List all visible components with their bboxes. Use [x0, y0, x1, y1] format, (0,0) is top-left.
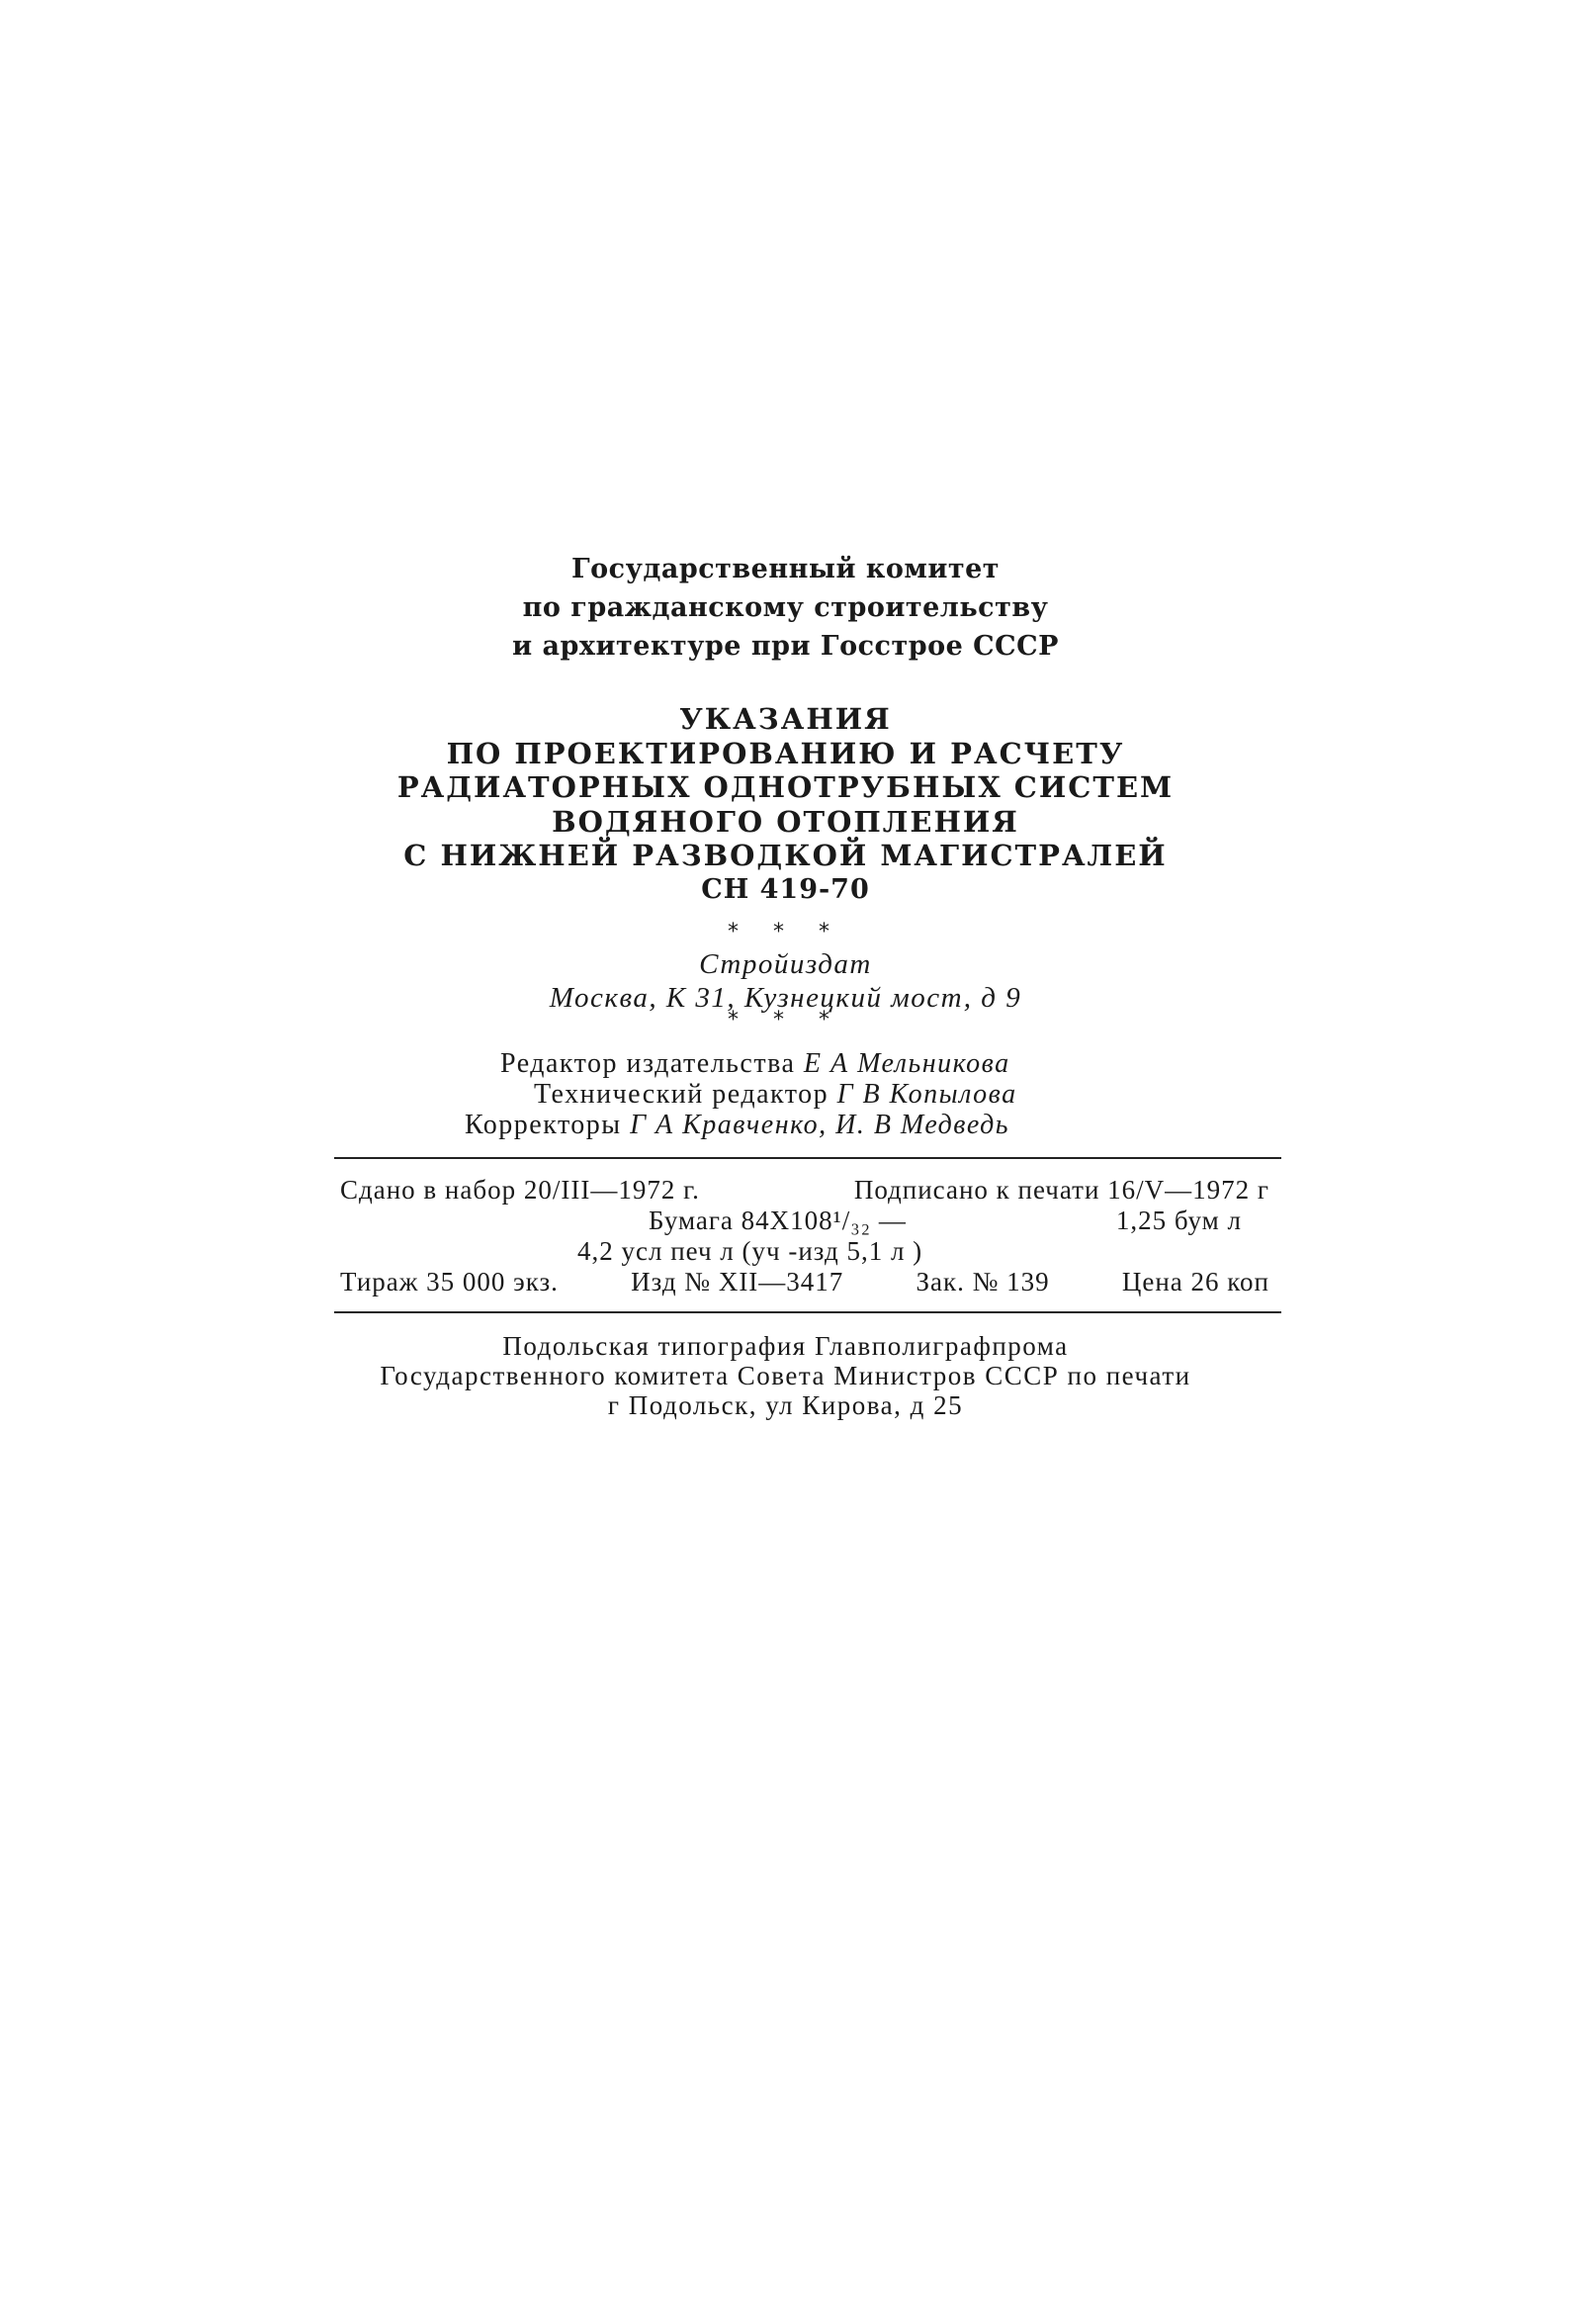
imprint-row-paper: [340, 1206, 1269, 1236]
divider-top: [334, 1157, 1281, 1159]
committee-heading: [0, 550, 1571, 666]
separator-stars-bottom: * * *: [728, 1008, 843, 1032]
committee-line-2: по гражданскому строительству: [522, 592, 1049, 623]
title-line-1: УКАЗАНИЯ: [679, 702, 892, 736]
title-line-5: С НИЖНЕЙ РАЗВОДКОЙ МАГИСТРАЛЕЙ: [403, 839, 1168, 872]
editor-name: Е А Мельникова: [803, 1048, 1010, 1079]
print-imprint: [340, 1175, 1269, 1297]
printer-line-3: г Подольск, ул Кирова, д 25: [607, 1390, 964, 1420]
order-number: Зак. № 139: [916, 1267, 1050, 1296]
set-date: Сдано в набор 20/III—1972 г.: [340, 1175, 700, 1205]
imprint-row-circulation: [340, 1267, 1269, 1297]
title-line-3: РАДИАТОРНЫХ ОДНОТРУБНЫХ СИСТЕМ: [396, 770, 1175, 804]
title-line-2: ПО ПРОЕКТИРОВАНИЮ И РАСЧЕТУ: [446, 736, 1125, 770]
tech-editor-row: [465, 1079, 1177, 1110]
printer-line-1: Подольская типография Главполиграфпрома: [502, 1331, 1069, 1361]
imprint-row-sheets: [340, 1236, 1269, 1267]
price: Цена 26 коп: [1121, 1267, 1269, 1296]
editor-role: Редактор издательства: [500, 1048, 796, 1079]
tech-editor-name: Г В Копылова: [836, 1079, 1017, 1110]
tech-editor-role: Технический редактор: [534, 1079, 829, 1110]
proofreaders-row: [465, 1110, 1177, 1140]
print-sheets: 4,2 усл печ л (уч -изд 5,1 л ): [577, 1236, 923, 1266]
paper-sheets: 1,25 бум л: [1115, 1206, 1242, 1235]
paper-format: Бумага 84Х108¹/₃₂ —: [649, 1206, 907, 1235]
document-title: [0, 702, 1571, 907]
publisher-name: Стройиздат: [699, 948, 872, 980]
printer-block: [0, 1331, 1571, 1420]
committee-line-3: и архитектуре при Госстрое СССР: [512, 631, 1059, 662]
title-line-4: ВОДЯНОГО ОТОПЛЕНИЯ: [552, 804, 1019, 839]
separator-stars-top: * * *: [728, 920, 843, 944]
document-code: СН 419-70: [701, 873, 870, 905]
edition-number: Изд № XII—3417: [631, 1267, 844, 1296]
circulation: Тираж 35 000 экз.: [340, 1267, 559, 1296]
proofreaders-role: Корректоры: [465, 1110, 622, 1140]
editorial-staff: [465, 1048, 1177, 1140]
proofreaders-names: Г А Кравченко, И. В Медведь: [630, 1110, 1010, 1140]
signed-date: Подписано к печати 16/V—1972 г: [853, 1175, 1269, 1205]
imprint-row-dates: [340, 1175, 1269, 1206]
publisher-address: Москва, К 31, Кузнецкий мост, д 9: [549, 982, 1022, 1014]
divider-bottom: [334, 1311, 1281, 1313]
editor-row: [465, 1048, 1177, 1079]
printer-line-2: Государственного комитета Совета Министров СССР по печати: [380, 1361, 1191, 1390]
publisher-block: [0, 947, 1571, 1015]
committee-line-1: Государственный комитет: [571, 554, 1000, 584]
